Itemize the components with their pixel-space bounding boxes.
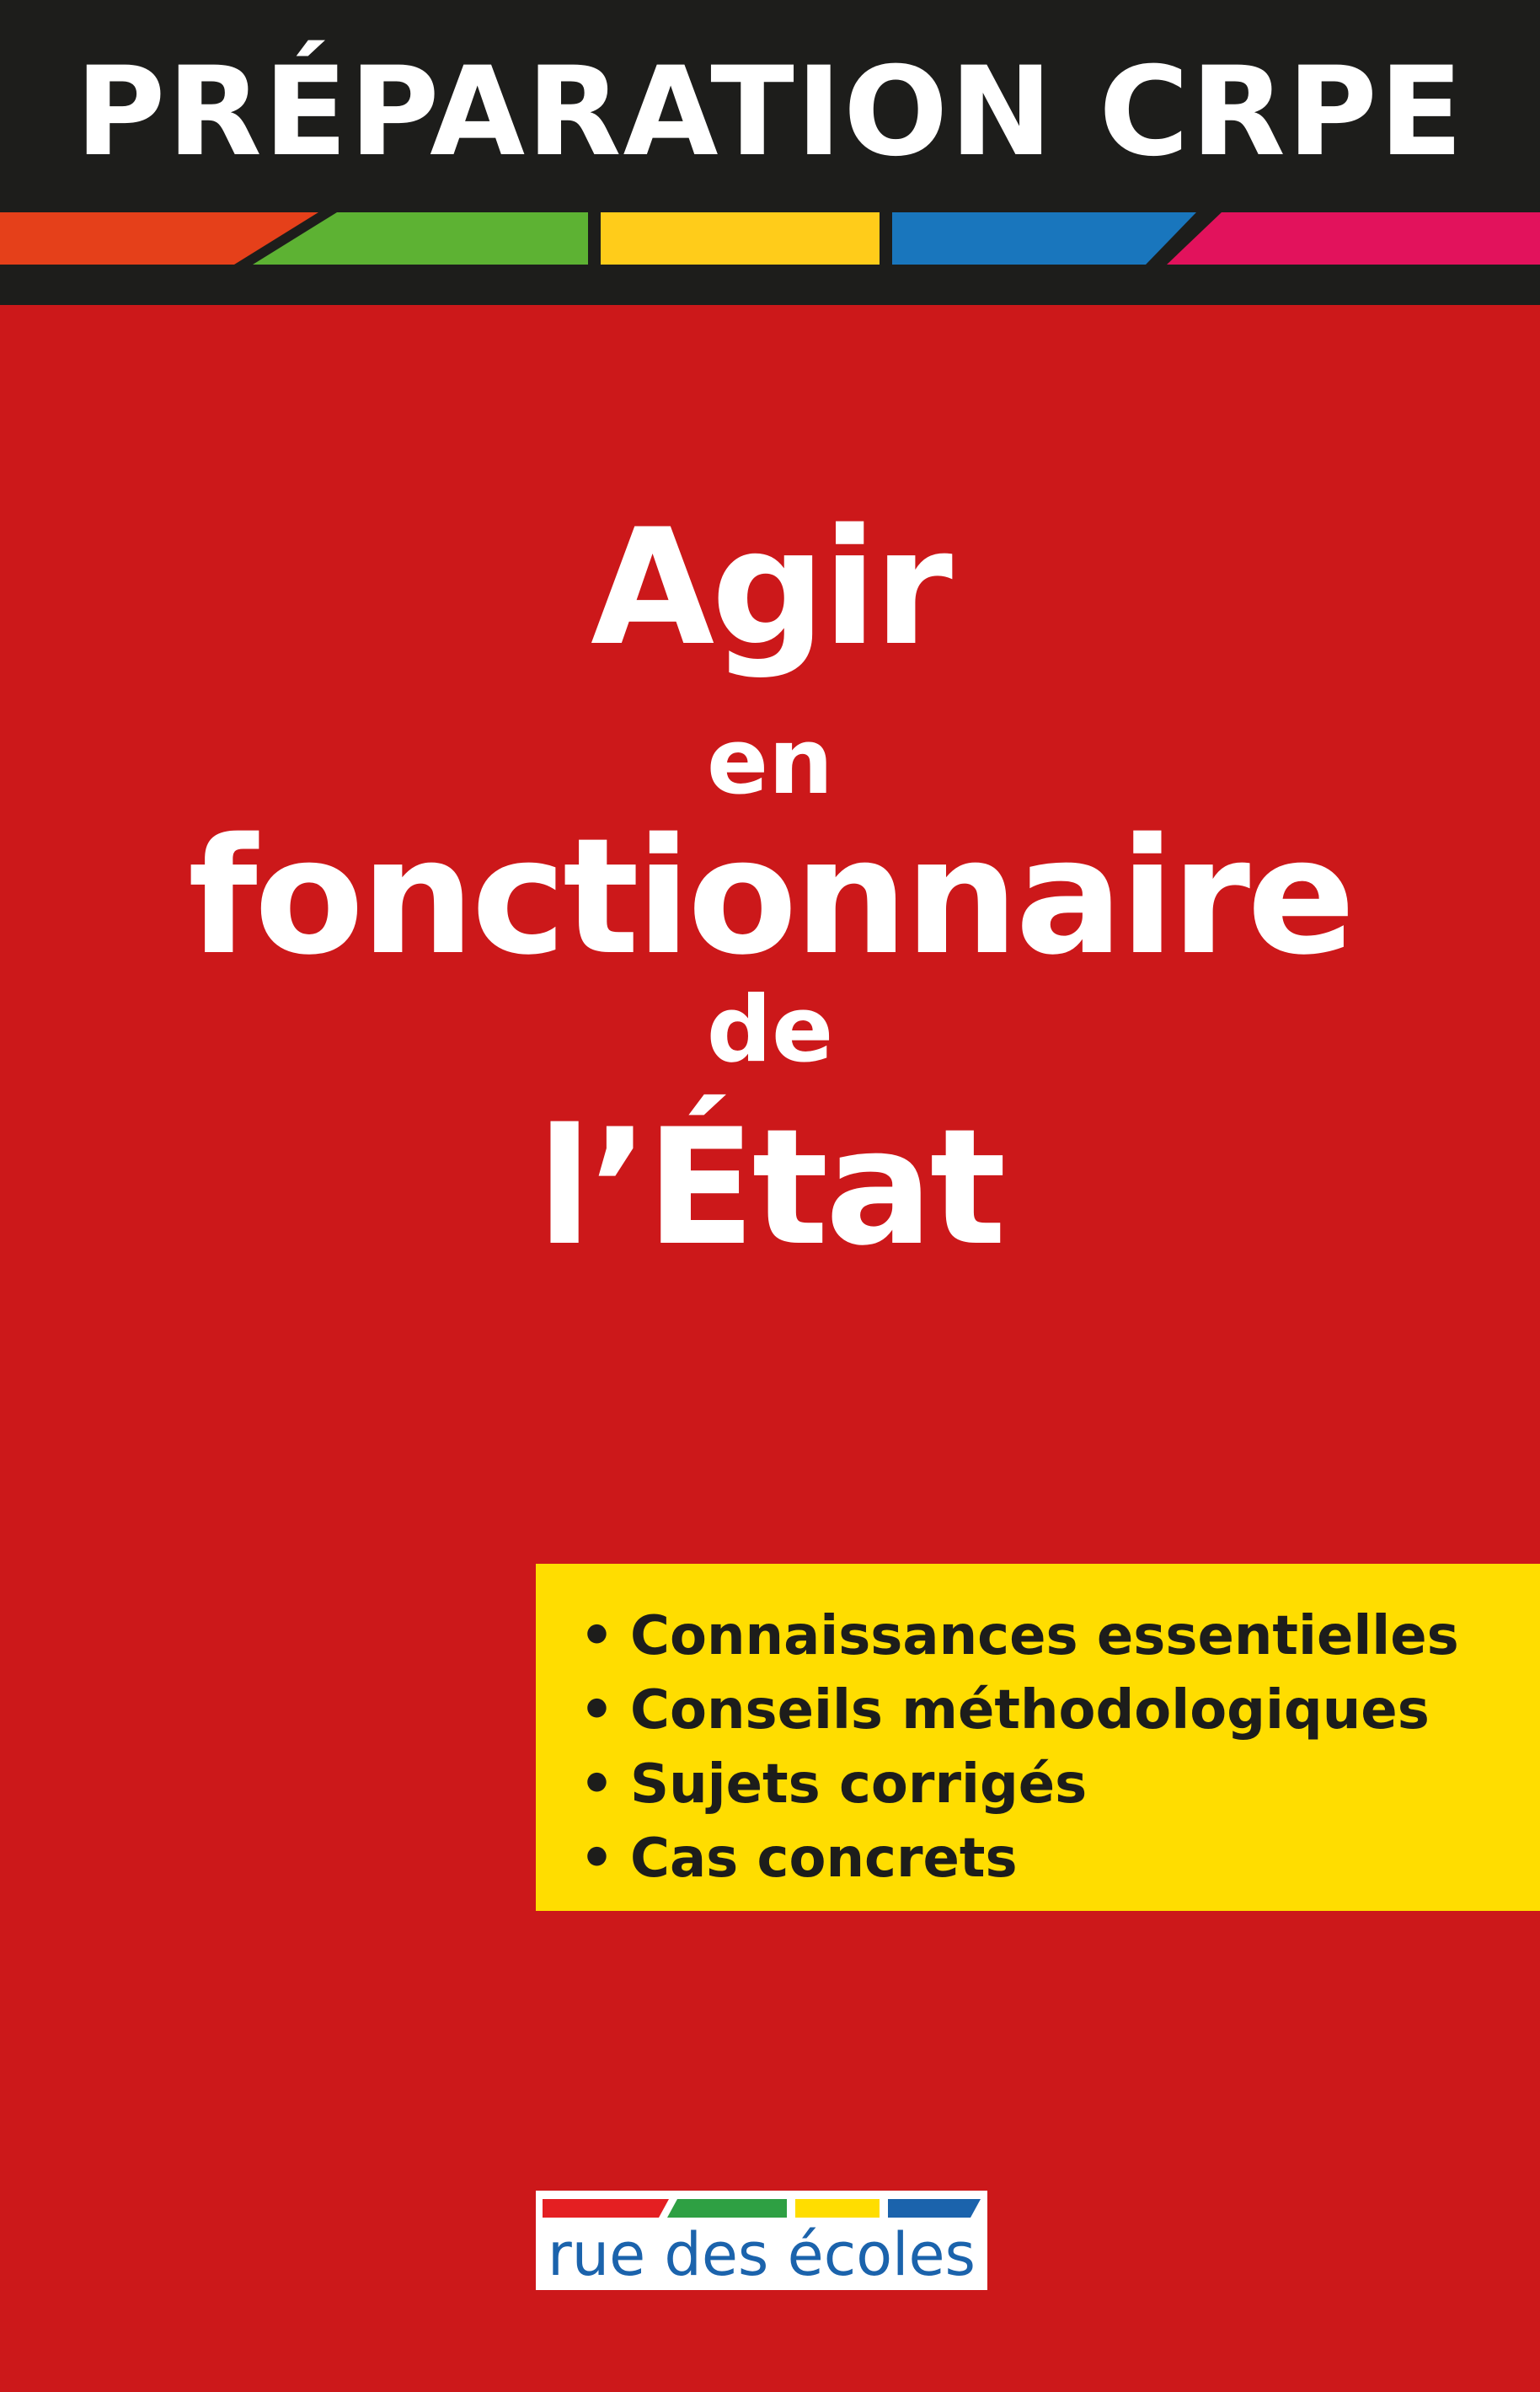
title-line-etat: l’État [537, 1094, 1003, 1281]
logo-bar-yellow [795, 2199, 880, 2218]
stripe-yellow [601, 212, 880, 265]
series-title: PRÉPARATION CRPE [75, 40, 1465, 184]
logo-color-bars [543, 2199, 981, 2218]
title-line-agir: Agir [591, 495, 949, 681]
stripe-blue [892, 212, 1196, 265]
logo-bar-red [543, 2199, 669, 2218]
feature-item: • Connaissances essentielles [580, 1599, 1459, 1673]
logo-bar-blue [888, 2199, 981, 2218]
color-stripes [0, 212, 1540, 265]
title-line-fonctionnaire: fonctionnaire [188, 804, 1352, 990]
features-list [580, 1599, 1459, 1896]
logo-bar-green [667, 2199, 787, 2218]
feature-item: • Cas concrets [580, 1822, 1459, 1896]
series-header [0, 0, 1540, 305]
features-box [536, 1564, 1540, 1911]
feature-item: • Conseils méthodologiques [580, 1673, 1459, 1747]
publisher-name: rue des écoles [547, 2220, 976, 2289]
title-line-de: de [706, 977, 834, 1083]
feature-item: • Sujets corrigés [580, 1747, 1459, 1822]
publisher-logo [536, 2191, 987, 2290]
stripe-pink [1167, 212, 1540, 265]
title-line-en: en [706, 709, 834, 815]
